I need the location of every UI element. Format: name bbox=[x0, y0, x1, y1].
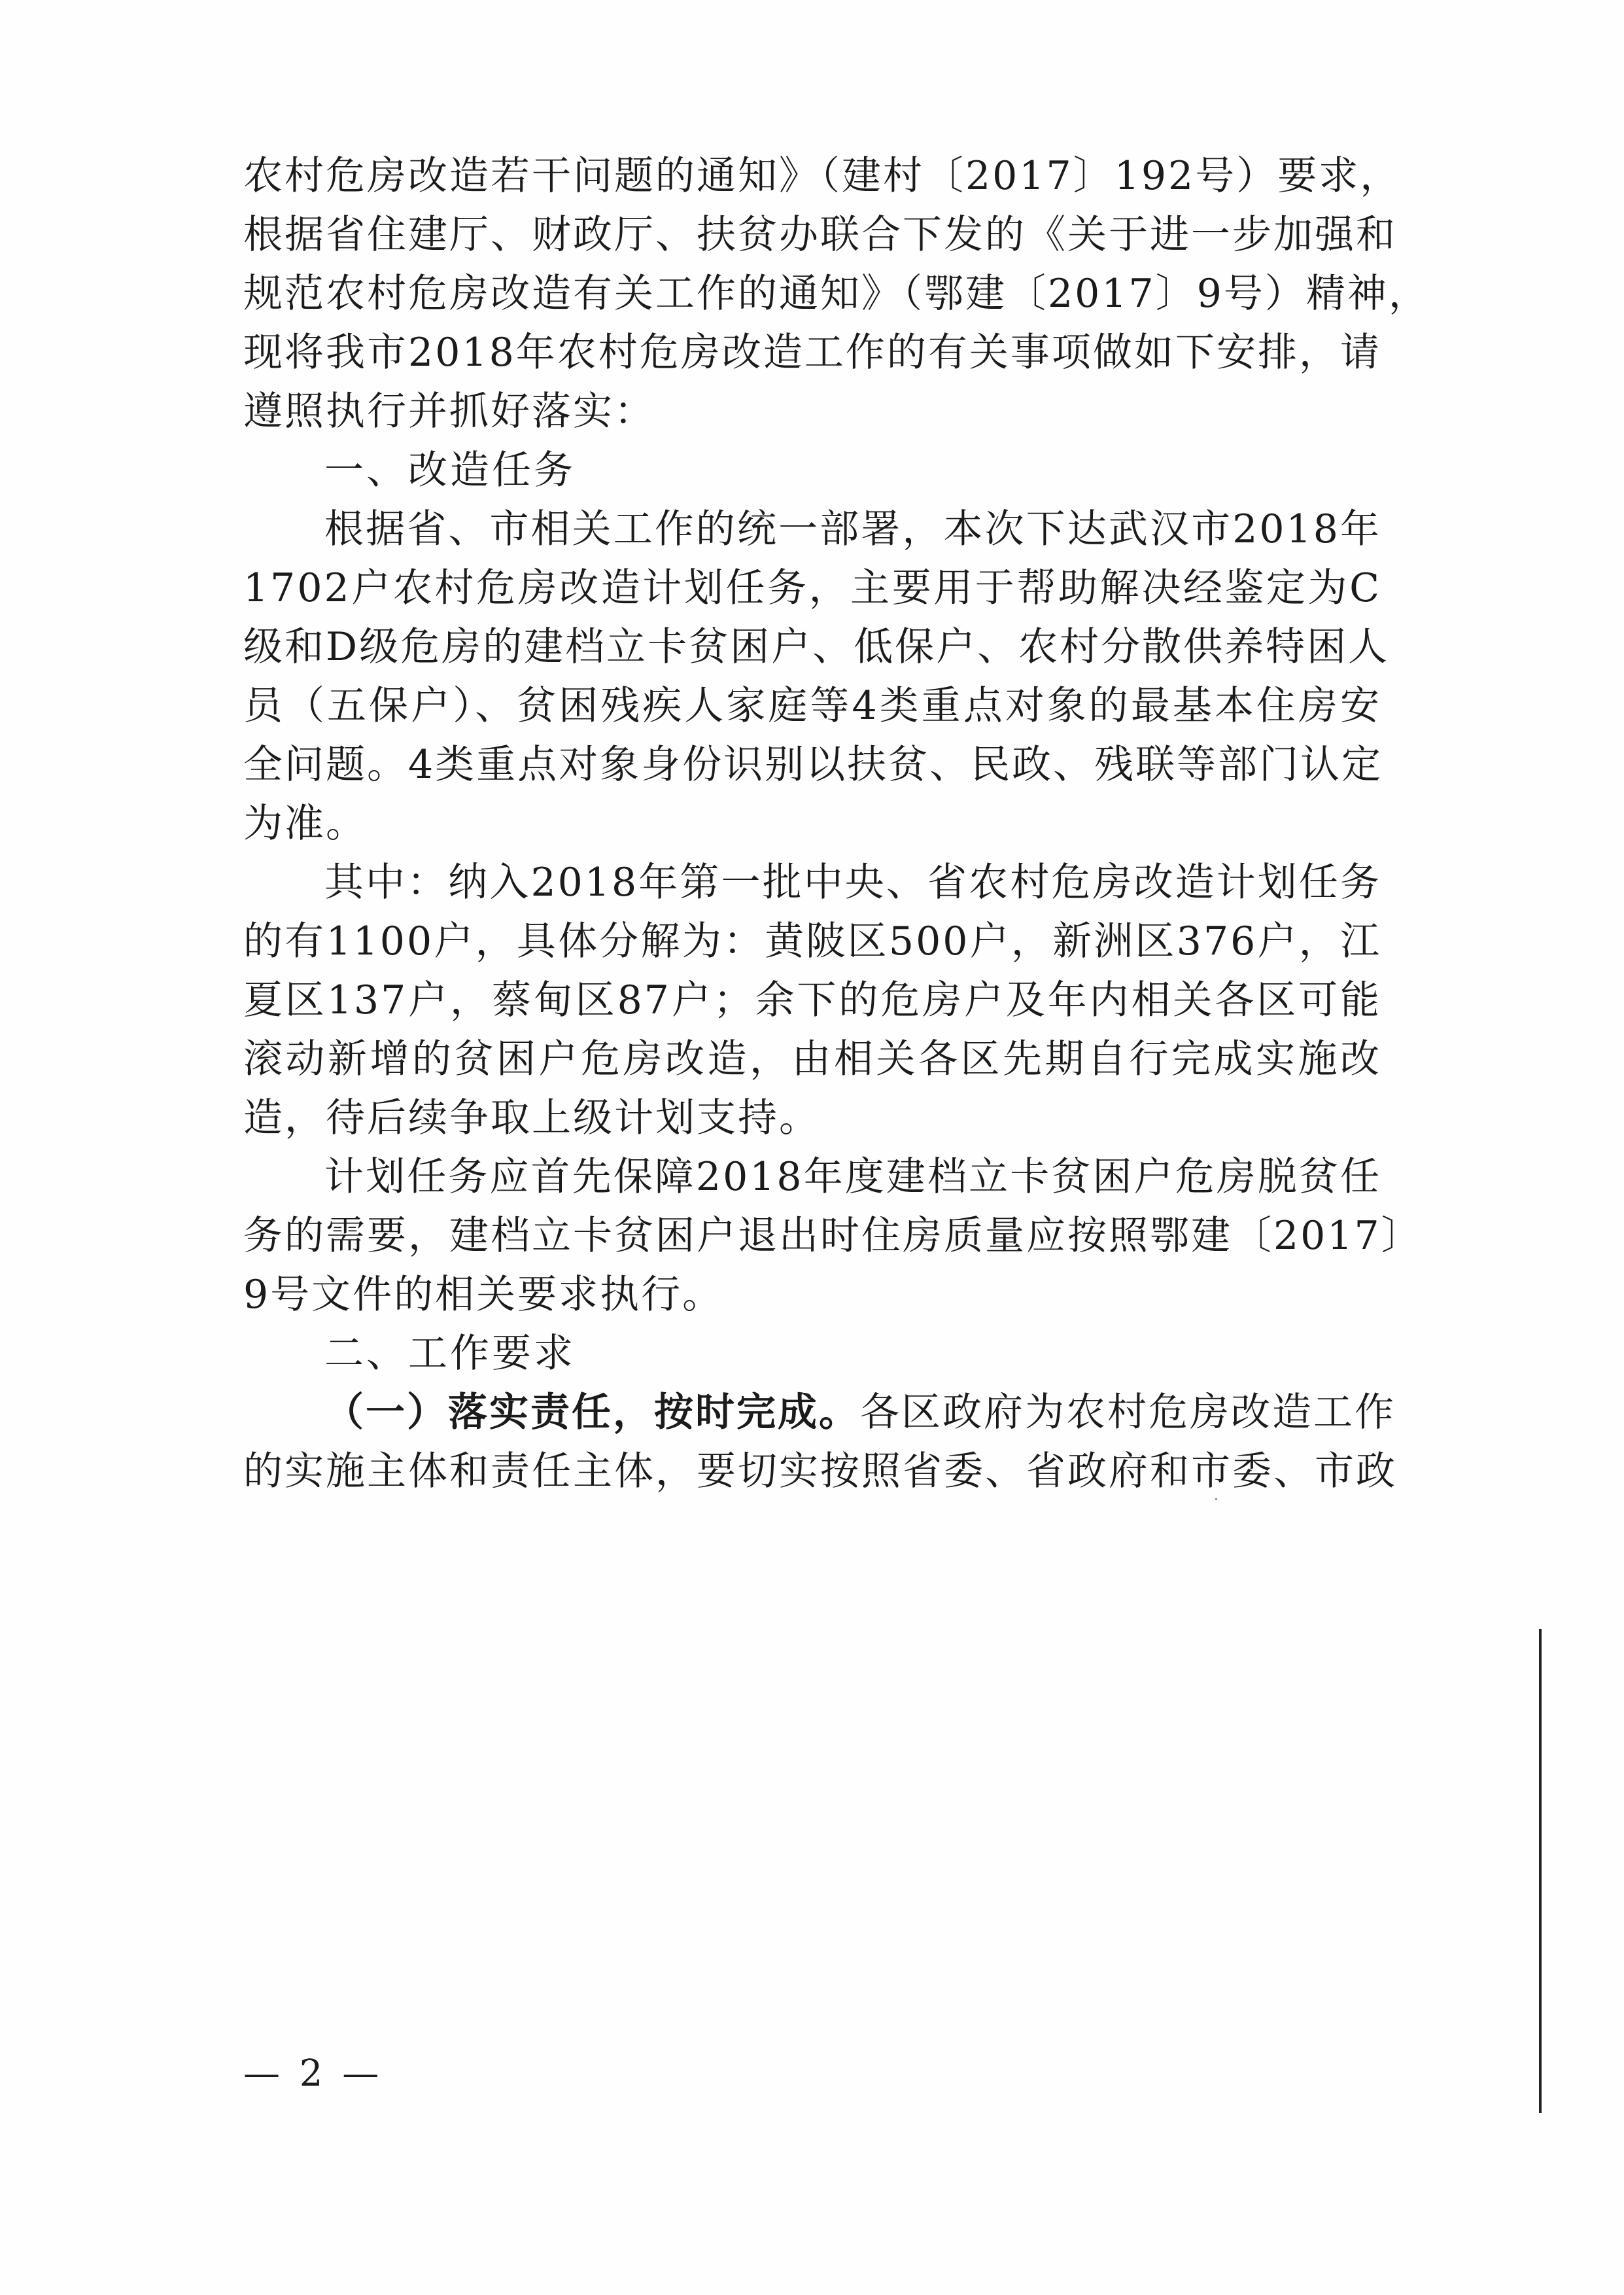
body-line: 的实施主体和责任主体，要切实按照省委、省政府和市委、市政 bbox=[243, 1448, 1397, 1494]
body-line: 夏区137户，蔡甸区87户；余下的危房户及年内相关各区可能 bbox=[243, 977, 1381, 1023]
body-line: 农村危房改造若干问题的通知》（建村〔2017〕192号）要求， bbox=[243, 153, 1402, 199]
body-line: 9号文件的相关要求执行。 bbox=[243, 1272, 724, 1318]
body-line: 根据省、市相关工作的统一部署，本次下达武汉市2018年 bbox=[324, 506, 1381, 552]
body-line: 级和D级危房的建档立卡贫困户、低保户、农村分散供养特困人 bbox=[243, 624, 1390, 670]
body-line: 务的需要，建档立卡贫困户退出时住房质量应按照鄂建〔2017〕 bbox=[243, 1213, 1423, 1259]
item-text: 各区政府为农村危房改造工作 bbox=[860, 1390, 1396, 1435]
section-heading: 一、改造任务 bbox=[324, 447, 576, 493]
body-line: 遵照执行并抓好落实： bbox=[243, 389, 655, 434]
section-heading: 二、工作要求 bbox=[324, 1331, 576, 1376]
scan-edge-mark bbox=[1539, 1629, 1542, 2113]
body-line: 其中：纳入2018年第一批中央、省农村危房改造计划任务 bbox=[324, 860, 1381, 905]
scan-dot-mark bbox=[1215, 1498, 1217, 1500]
body-line-item bbox=[324, 1386, 1396, 1439]
body-line: 规范农村危房改造有关工作的通知》（鄂建〔2017〕9号）精神， bbox=[243, 271, 1430, 317]
page-number: — 2 — bbox=[243, 2052, 383, 2095]
body-line: 员（五保户）、贫困残疾人家庭等4类重点对象的最基本住房安 bbox=[243, 683, 1381, 729]
body-line: 根据省住建厅、财政厅、扶贫办联合下发的《关于进一步加强和 bbox=[243, 212, 1397, 258]
body-line: 为准。 bbox=[243, 801, 367, 847]
body-line: 造，待后续争取上级计划支持。 bbox=[243, 1095, 820, 1141]
item-title: （一）落实责任，按时完成。 bbox=[324, 1390, 860, 1435]
body-line: 滚动新增的贫困户危房改造，由相关各区先期自行完成实施改 bbox=[243, 1036, 1381, 1082]
body-line: 现将我市2018年农村危房改造工作的有关事项做如下安排，请 bbox=[243, 330, 1381, 376]
body-line: 1702户农村危房改造计划任务，主要用于帮助解决经鉴定为C bbox=[243, 565, 1381, 611]
body-line: 的有1100户，具体分解为：黄陂区500户，新洲区376户，江 bbox=[243, 919, 1381, 964]
body-line: 计划任务应首先保障2018年度建档立卡贫困户危房脱贫任 bbox=[324, 1154, 1381, 1200]
body-line: 全问题。4类重点对象身份识别以扶贫、民政、残联等部门认定 bbox=[243, 742, 1383, 788]
